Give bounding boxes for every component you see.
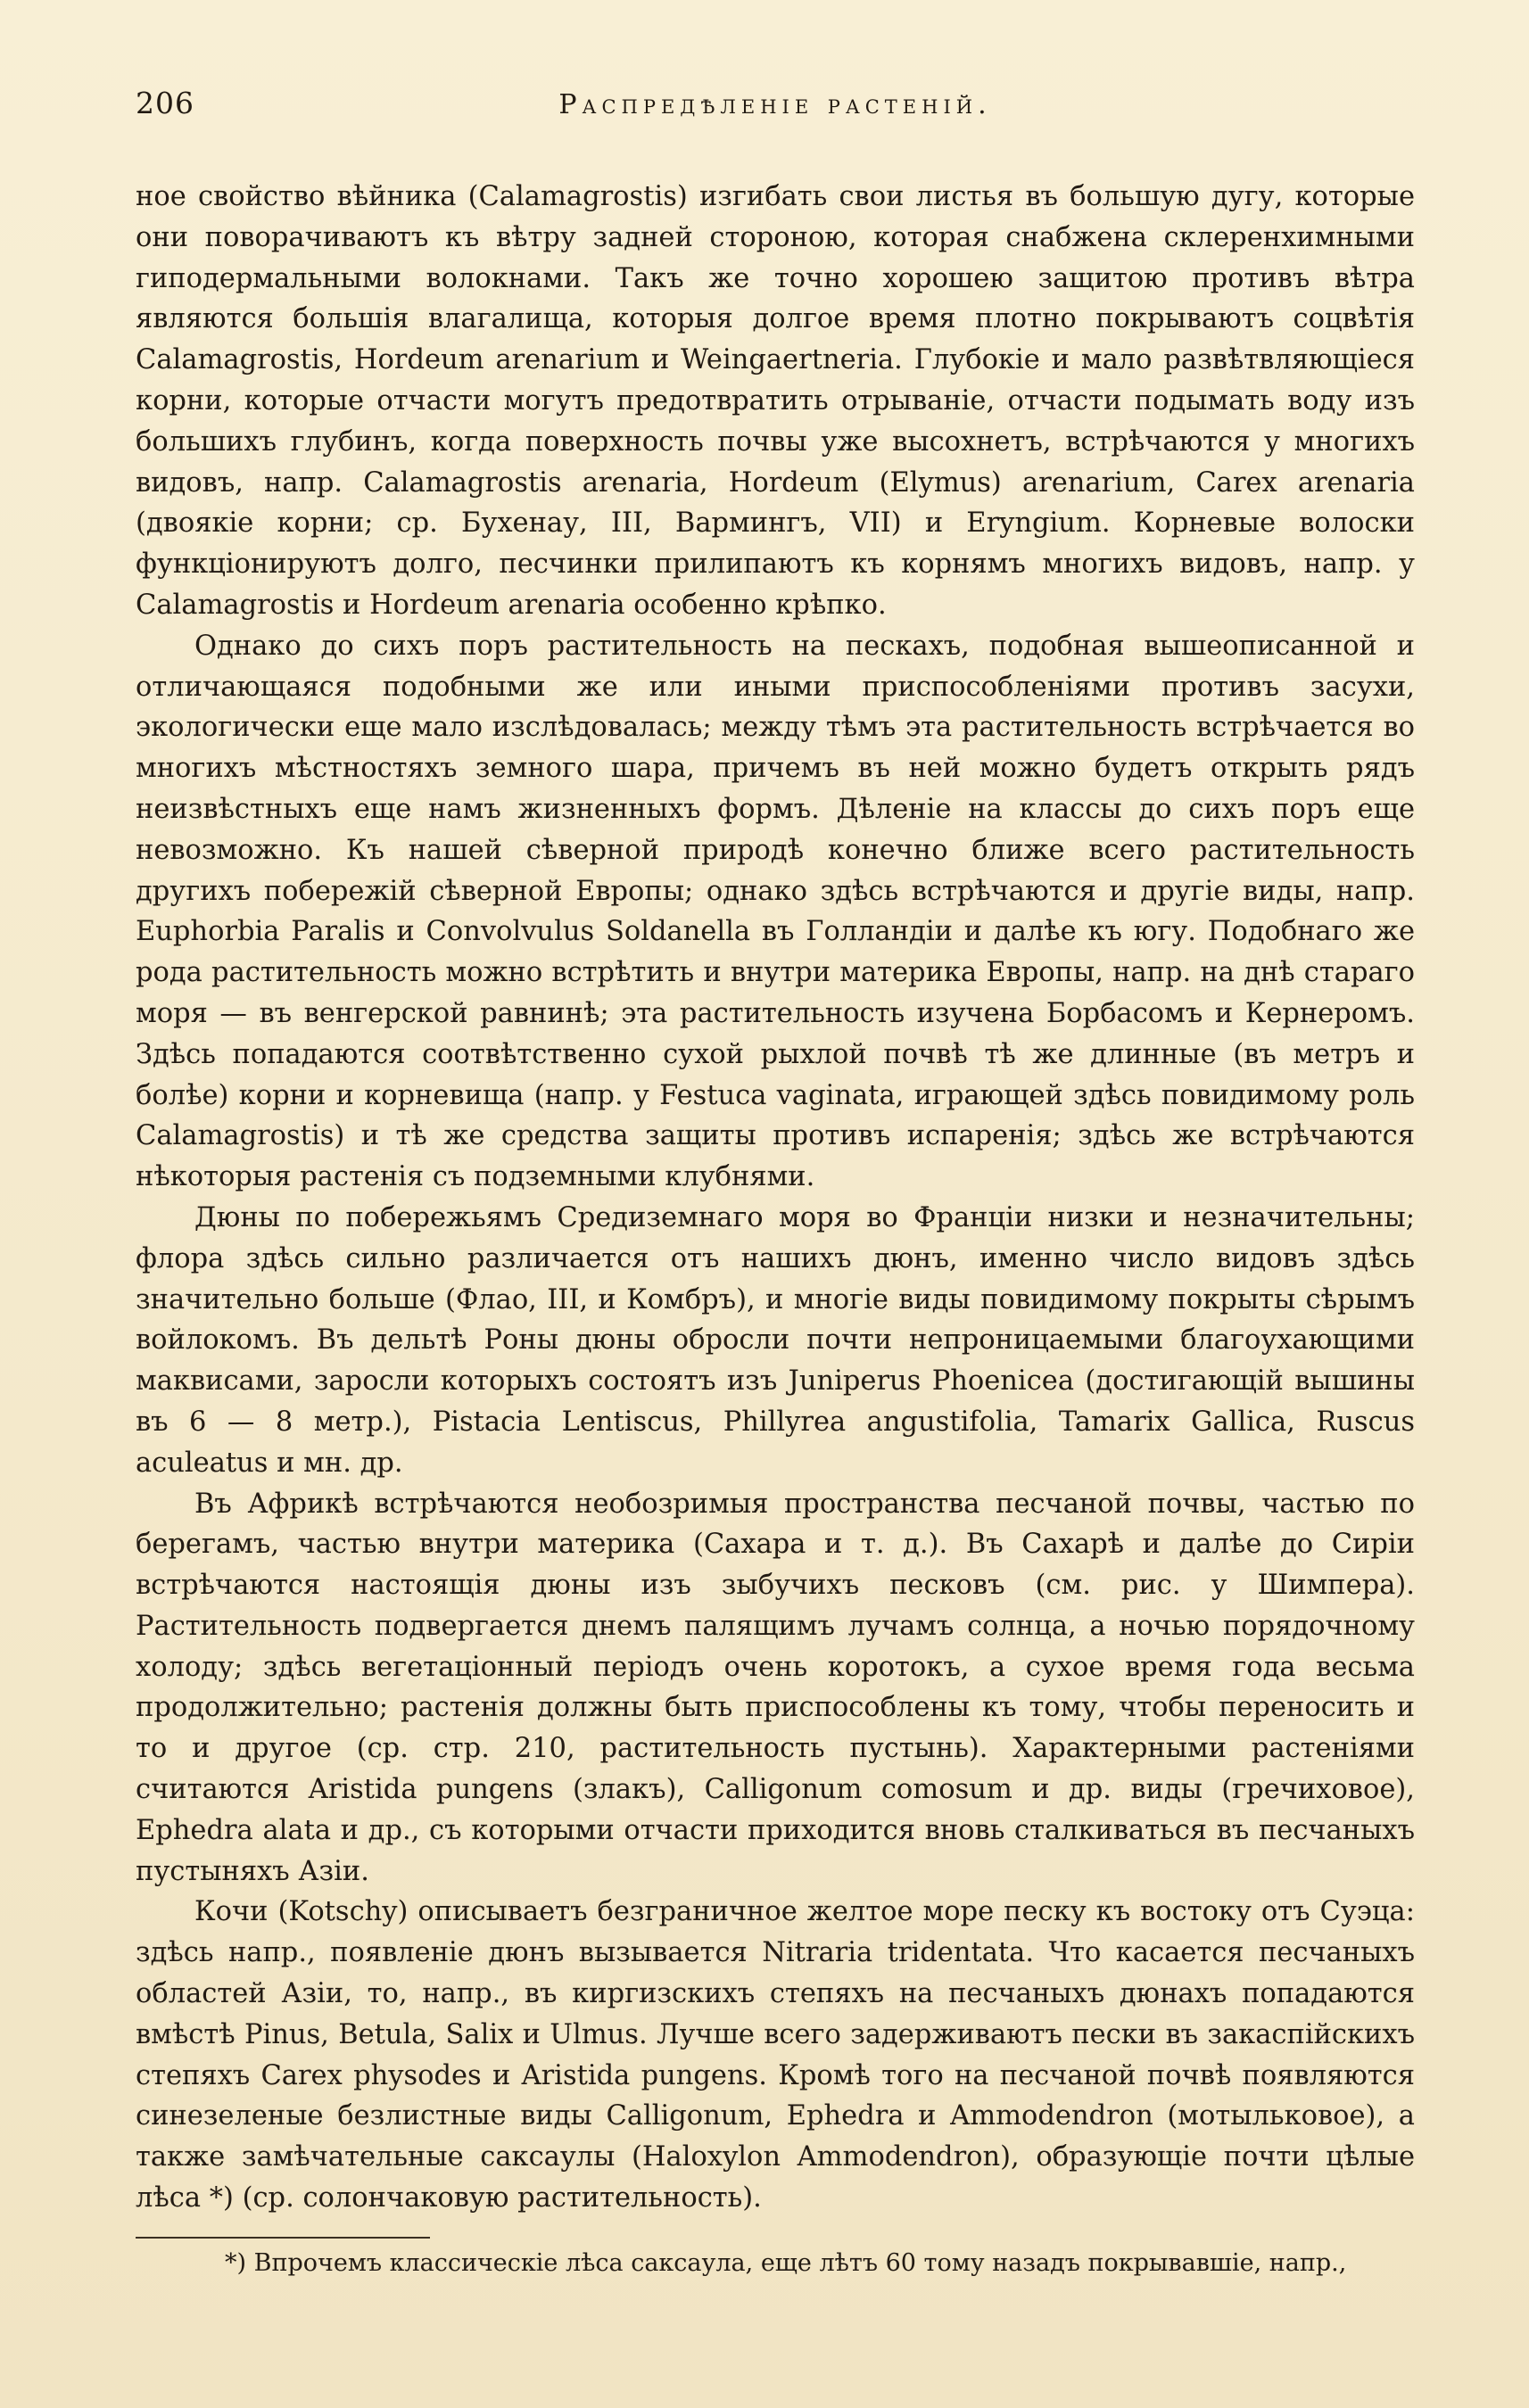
body-text (136, 177, 1415, 2219)
paragraph-2: Однако до сихъ поръ растительность на пескахъ, подобная вышеописанной и отличающаяся подобными же или иными приспособленіями противъ засухи, экологически еще мало изслѣдовалась; между тѣмъ эта растительность встрѣчается во многихъ мѣстностяхъ земного шара, причемъ въ ней можно будетъ открыть рядъ неизвѣстныхъ еще намъ жизненныхъ формъ. Дѣленіе на классы до сихъ поръ еще невозможно. Къ нашей сѣверной природѣ конечно ближе всего растительность другихъ побережій сѣверной Европы; однако здѣсь встрѣчаются и другіе виды, напр. Euphorbia Paralis и Convolvulus Soldanella въ Голландіи и далѣе къ югу. Подобнаго же рода растительность можно встрѣтить и внутри материка Европы, напр. на днѣ стараго моря — въ венгерской равнинѣ; эта растительность изучена Борбасомъ и Кернеромъ. Здѣсь попадаются соотвѣтственно сухой рыхлой почвѣ тѣ же длинные (въ метръ и болѣе) корни и корневища (напр. у Festuca vaginata, играющей здѣсь повидимому роль Calamagrostis) и тѣ же средства защиты противъ испаренія; здѣсь же встрѣчаются нѣкоторыя растенія съ подземными клубнями. (136, 630, 1415, 1193)
page-number: 206 (136, 86, 194, 120)
running-title: Распредѣленіе растеній. (558, 89, 992, 120)
page-header (136, 86, 1415, 139)
footnote-divider (136, 2237, 430, 2239)
paragraph-1: ное свойство вѣйника (Calamagrostis) изгибать свои листья въ большую дугу, которые они поворачиваютъ къ вѣтру задней стороною, которая снабжена склеренхимными гиподермальными волокнами. Такъ же точно хорошею защитою противъ вѣтра являются большія влагалища, которыя долгое время плотно покрываютъ соцвѣтія Calamagrostis, Hordeum arenarium и Weingaertneria. Глубокіе и мало развѣтвляющіеся корни, которые отчасти могутъ предотвратить отрываніе, отчасти подымать воду изъ большихъ глубинъ, когда поверхность почвы уже высохнетъ, встрѣчаются у многихъ видовъ, напр. Calamagrostis arenaria, Hordeum (Elymus) arenarium, Carex arenaria (двоякіе корни; ср. Бухенау, III, Вармингъ, VII) и Eryngium. Корневые волоски функціонируютъ долго, песчинки прилипаютъ къ корнямъ многихъ видовъ, напр. у Calamagrostis и Hordeum arenaria особенно крѣпко. (136, 181, 1415, 621)
paragraph-3: Дюны по побережьямъ Средиземнаго моря во Франціи низки и незначительны; флора здѣсь сильно различается отъ нашихъ дюнъ, именно число видовъ здѣсь значительно больше (Флао, III, и Комбръ), и многіе виды повидимому покрыты сѣрымъ войлокомъ. Въ дельтѣ Роны дюны обросли почти непроницаемыми благоухающими маквисами, заросли которыхъ состоятъ изъ Juniperus Phoenicea (достигающій вышины въ 6 — 8 метр.), Pistacia Lentiscus, Phillyrea angustifolia, Tamarix Gallica, Ruscus aculeatus и мн. др. (136, 1201, 1415, 1479)
footnote: *) Впрочемъ классическіе лѣса саксаула, еще лѣтъ 60 тому назадъ покрывавшіе, напр., (225, 2248, 1347, 2277)
paragraph-5: Кочи (Kotschy) описываетъ безграничное желтое море песку къ востоку отъ Суэца: здѣсь напр., появленіе дюнъ вызывается Nitraria tridentata. Что касается песчаныхъ областей Азіи, то, напр., въ киргизскихъ степяхъ на песчаныхъ дюнахъ попадаются вмѣстѣ Pinus, Betula, Salix и Ulmus. Лучше всего задерживаютъ пески въ закаспійскихъ степяхъ Carex physodes и Aristida pungens. Кромѣ того на песчаной почвѣ появляются синезеленые безлистные виды Calligonum, Ephedra и Ammodendron (мотыльковое), а также замѣчательные саксаулы (Haloxylon Ammodendron), образующіе почти цѣлые лѣса *) (ср. солончаковую растительность). (136, 1896, 1415, 2214)
paragraph-4: Въ Африкѣ встрѣчаются необозримыя пространства песчаной почвы, частью по берегамъ, частью внутри материка (Сахара и т. д.). Въ Сахарѣ и далѣе до Сиріи встрѣчаются настоящія дюны изъ зыбучихъ песковъ (см. рис. у Шимпера). Растительность подвергается днемъ палящимъ лучамъ солнца, а ночью порядочному холоду; здѣсь вегетаціонный періодъ очень коротокъ, а сухое время года весьма продолжительно; растенія должны быть приспособлены къ тому, чтобы переносить и то и другое (ср. стр. 210, растительность пустынь). Характерными растеніями считаются Aristida pungens (злакъ), Calligonum comosum и др. виды (гречиховое), Ephedra alata и др., съ которыми отчасти приходится вновь сталкиваться въ песчаныхъ пустыняхъ Азіи. (136, 1488, 1415, 1887)
